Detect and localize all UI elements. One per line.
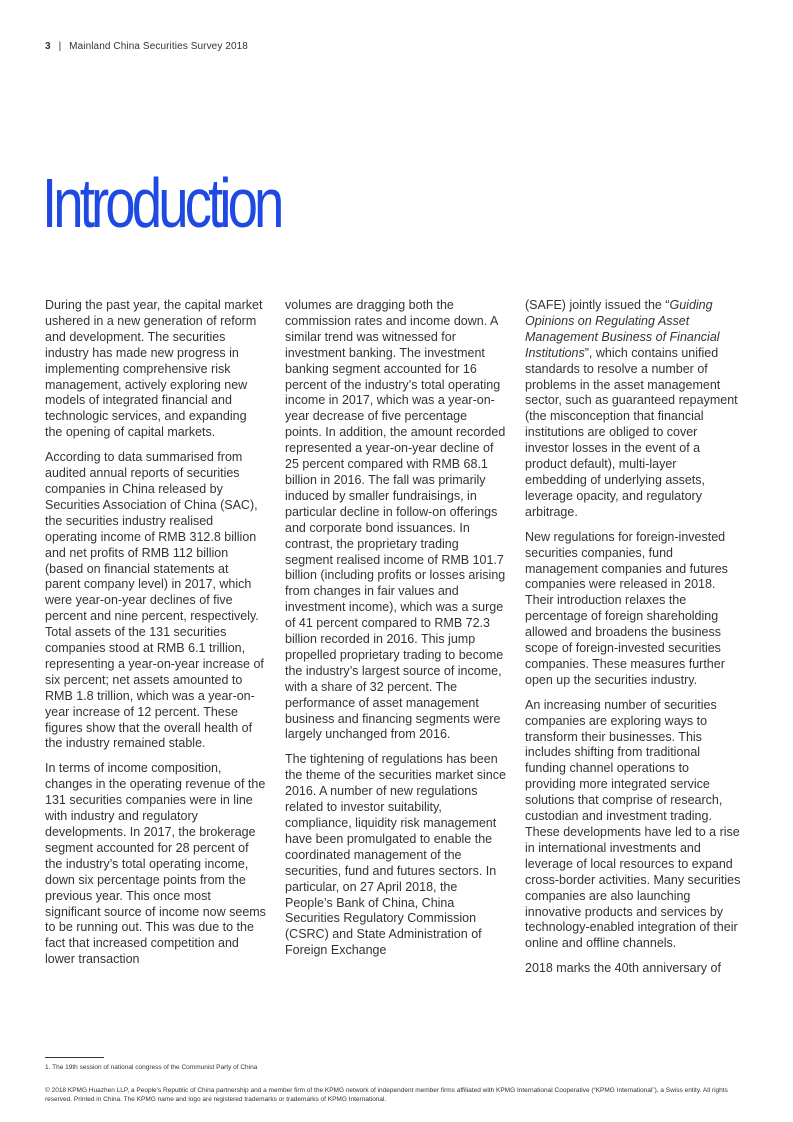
paragraph: In terms of income composition, changes in the operating revenue of the 131 securities companies were in line with industry and regulatory developments. In 2017, the brokerage segment accounted for 28 percent of the industry’s total operating income, down six percentage points from the previous year. This once most significant source of income now seems to be running out. This was due to the fact that increased competition and lower transaction — [45, 761, 266, 967]
page-title: Introduction — [42, 164, 281, 242]
copyright-notice: © 2018 KPMG Huazhen LLP, a People’s Republic of China partnership and a member firm of the KPMG network of independent member firms affiliated with KPMG International Cooperative (“KPMG International”), a Swiss entity. All rights reserved. Printed in China. The KPMG name and logo are registered trademarks or trademarks of KPMG International. — [45, 1087, 728, 1103]
paragraph: During the past year, the capital market ushered in a new generation of reform and development. The securities industry has made new progress in implementing comprehensive risk management, actively exploring new models of integrated financial and technologic services, and expanding the opening of capital markets. — [45, 298, 263, 440]
paragraph: According to data summarised from audited annual reports of securities companies in China released by Securities Association of China (SAC), the securities industry realised operating income of RMB 312.8 billion and net profits of RMB 112 billion (based on financial statements at parent company level) in 2017, which were year-on-year declines of five percent and nine percent, respectively. Total assets of the 131 securities companies stood at RMB 6.1 trillion, representing a year-on-year increase of six percent; net assets amounted to RMB 1.8 trillion, which was a year-on-year increase of 12 percent. These figures show that the overall health of the industry remained stable. — [45, 450, 264, 751]
page-number: 3 — [45, 41, 51, 52]
text-column-1 — [45, 298, 267, 977]
paragraph-text: ”, which contains unified standards to resolve a number of problems in the asset management sector, such as guaranteed repayment (the misconception that financial institutions are obliged to cover investor losses in the event of a product default), multi-layer embedding of underlying assets, leverage opacity, and regulatory arbitrage. — [525, 345, 738, 519]
paragraph: The tightening of regulations has been the theme of the securities market since 2016. A number of new regulations related to investor suitability, compliance, liquidity risk management have been promulgated to enable the coordinated management of the securities, fund and futures sectors. In particular, on 27 April 2018, the People’s Bank of China, China Securities Regulatory Commission (CSRC) and State Administration of Foreign Exchange — [285, 752, 506, 958]
footnote: 1. The 19th session of national congress of the Communist Party of China — [45, 1064, 258, 1071]
paragraph: An increasing number of securities companies are exploring ways to transform their businesses. This includes shifting from traditional funding channel operations to providing more integrated service solutions that comprise of research, custodian and investment trading. These developments have led to a rise in international investments and leverage of local resources to expand cross-border activities. Many securities companies are also launching innovative products and services by technology-enabled integration of their online and offline channels. — [525, 697, 741, 951]
header-separator: | — [58, 41, 62, 52]
paragraph: 2018 marks the 40th anniversary of — [525, 961, 721, 976]
text-column-3 — [525, 298, 741, 986]
paragraph-text: (SAFE) jointly issued the “ — [525, 298, 670, 312]
footnote-rule — [45, 1057, 104, 1058]
page-header — [45, 41, 248, 52]
paragraph: volumes are dragging both the commission rates and income down. A similar trend was witnessed for investment banking. The investment banking segment accounted for 16 percent of the industry’s total operating income in 2017, which was a year-on-year decrease of five percentage points. In addition, the amount recorded represented a year-on-year decline of 25 percent compared with RMB 68.1 billion in 2016. The fall was primarily induced by smaller fundraisings, in particular decline in follow-on offerings and corporate bond issuances. In contrast, the proprietary trading segment realised income of RMB 101.7 billion (including profits or losses arising from changes in fair values and investment income), which was a surge of 41 percent compared to RMB 72.3 billion recorded in 2016. This jump propelled proprietary trading to become the industry’s largest source of income, with a share of 32 percent. The performance of asset management business and financing segments were largely unchanged from 2016. — [285, 298, 506, 742]
paragraph — [525, 298, 741, 521]
survey-title: Mainland China Securities Survey 2018 — [69, 41, 248, 52]
publication-title: Guiding Opinions on Regulating Asset Management Business of Financial Institutions — [525, 298, 720, 360]
paragraph: New regulations for foreign-invested securities companies, fund management companies and futures companies were released in 2018. Their introduction relaxes the percentage of foreign shareholding allowed and broadens the business scope of foreign-invested securities companies. These measures further open up the securities industry. — [525, 529, 728, 687]
text-column-2 — [285, 298, 507, 968]
